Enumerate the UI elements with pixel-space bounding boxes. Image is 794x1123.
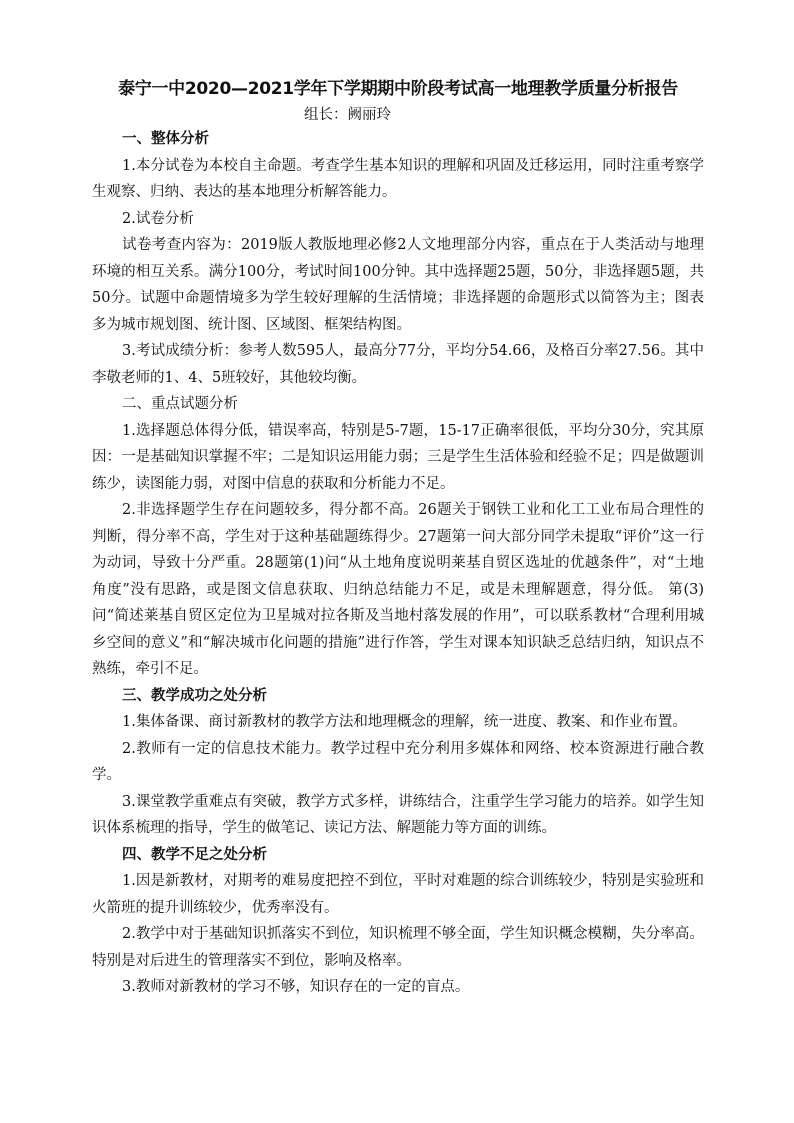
paragraph: 1.因是新教材，对期考的难易度把控不到位，平时对难题的综合训练较少，特别是实验班和火箭班的提升训练较少，优秀率没有。 — [92, 873, 704, 916]
section-heading: 二、重点试题分析 — [122, 396, 238, 412]
paragraph: 3.教师对新教材的学习不够，知识存在的一定的盲点。 — [122, 979, 470, 995]
paragraph: 2.非选择题学生存在问题较多，得分都不高。26题关于钢铁工业和化工工业布局合理性的判断，得分率不高，学生对于这种基础题练得少。27题第一问大部分同学未提取“评价”这一行为动词，导致十分严重。28题第(1)问“从土地角度说明莱基自贸区选址的优越条件”，对“土地角度”没有思路，或是图文信息获取、归纳总结能力不足，或是未理解题意，得分低。 第(3)问“简述莱基自贸区定位为卫星城对拉各斯及当地村落发展的作用”，可以联系教材“合理利用城乡空间的意义”和“解决城市化问题的措施”进行作答，学生对课本知识缺乏总结归纳，知识点不熟练，牵引不足。 — [92, 502, 704, 677]
section-overall-analysis — [92, 126, 704, 391]
section-heading: 三、教学成功之处分析 — [122, 687, 267, 704]
paragraph: 3.课堂教学重难点有突破，教学方式多样，讲练结合，注重学生学习能力的培养。如学生知识体系梳理的指导，学生的做笔记、读记方法、解题能力等方面的训练。 — [92, 793, 704, 836]
section-teaching-successes — [92, 683, 704, 842]
paragraph: 1.选择题总体得分低，错误率高，特别是5-7题，15-17正确率很低，平均分30分，究其原因：一是基础知识掌握不牢；二是知识运用能力弱；三是学生生活体验和经验不足；四是做题训练少，读图能力弱，对图中信息的获取和分析能力不足。 — [92, 422, 704, 492]
paragraph: 3.考试成绩分析：参考人数595人，最高分77分，平均分54.66，及格百分率27.56。其中李敬老师的1、4、5班较好，其他较均衡。 — [92, 343, 704, 386]
subheading: 2.试卷分析 — [122, 210, 194, 227]
document-title: 泰宁一中2020—2021学年下学期期中阶段考试高一地理教学质量分析报告 — [118, 79, 678, 99]
section-teaching-shortcomings — [92, 842, 704, 1001]
section-heading: 四、教学不足之处分析 — [122, 846, 267, 863]
paragraph: 1.集体备课、商讨新教材的教学方法和地理概念的理解，统一进度、教案、和作业布置。 — [122, 714, 687, 730]
paragraph: 试卷考查内容为：2019版人教版地理必修2人文地理部分内容，重点在于人类活动与地理环境的相互关系。满分100分，考试时间100分钟。其中选择题25题，50分，非选择题5题，共50分。试题中命题情境多为学生较好理解的生活情境；非选择题的命题形式以简答为主；图表多为城市规划图、统计图、区域图、框架结构图。 — [92, 237, 704, 333]
paragraph: 2.教师有一定的信息技术能力。教学过程中充分利用多媒体和网络、校本资源进行融合教学。 — [92, 740, 704, 783]
group-leader: 组长：阙丽玲 — [304, 107, 391, 123]
section-key-questions — [92, 391, 704, 683]
section-heading: 一、整体分析 — [122, 131, 209, 147]
paragraph: 2.教学中对于基础知识抓落实不到位，知识梳理不够全面，学生知识概念模糊，失分率高。特别是对后进生的管理落实不到位，影响及格率。 — [92, 926, 704, 969]
paragraph: 1.本分试卷为本校自主命题。考查学生基本知识的理解和巩固及迁移运用，同时注重考察学生观察、归纳、表达的基本地理分析解答能力。 — [92, 157, 704, 200]
document-page — [92, 78, 704, 1001]
